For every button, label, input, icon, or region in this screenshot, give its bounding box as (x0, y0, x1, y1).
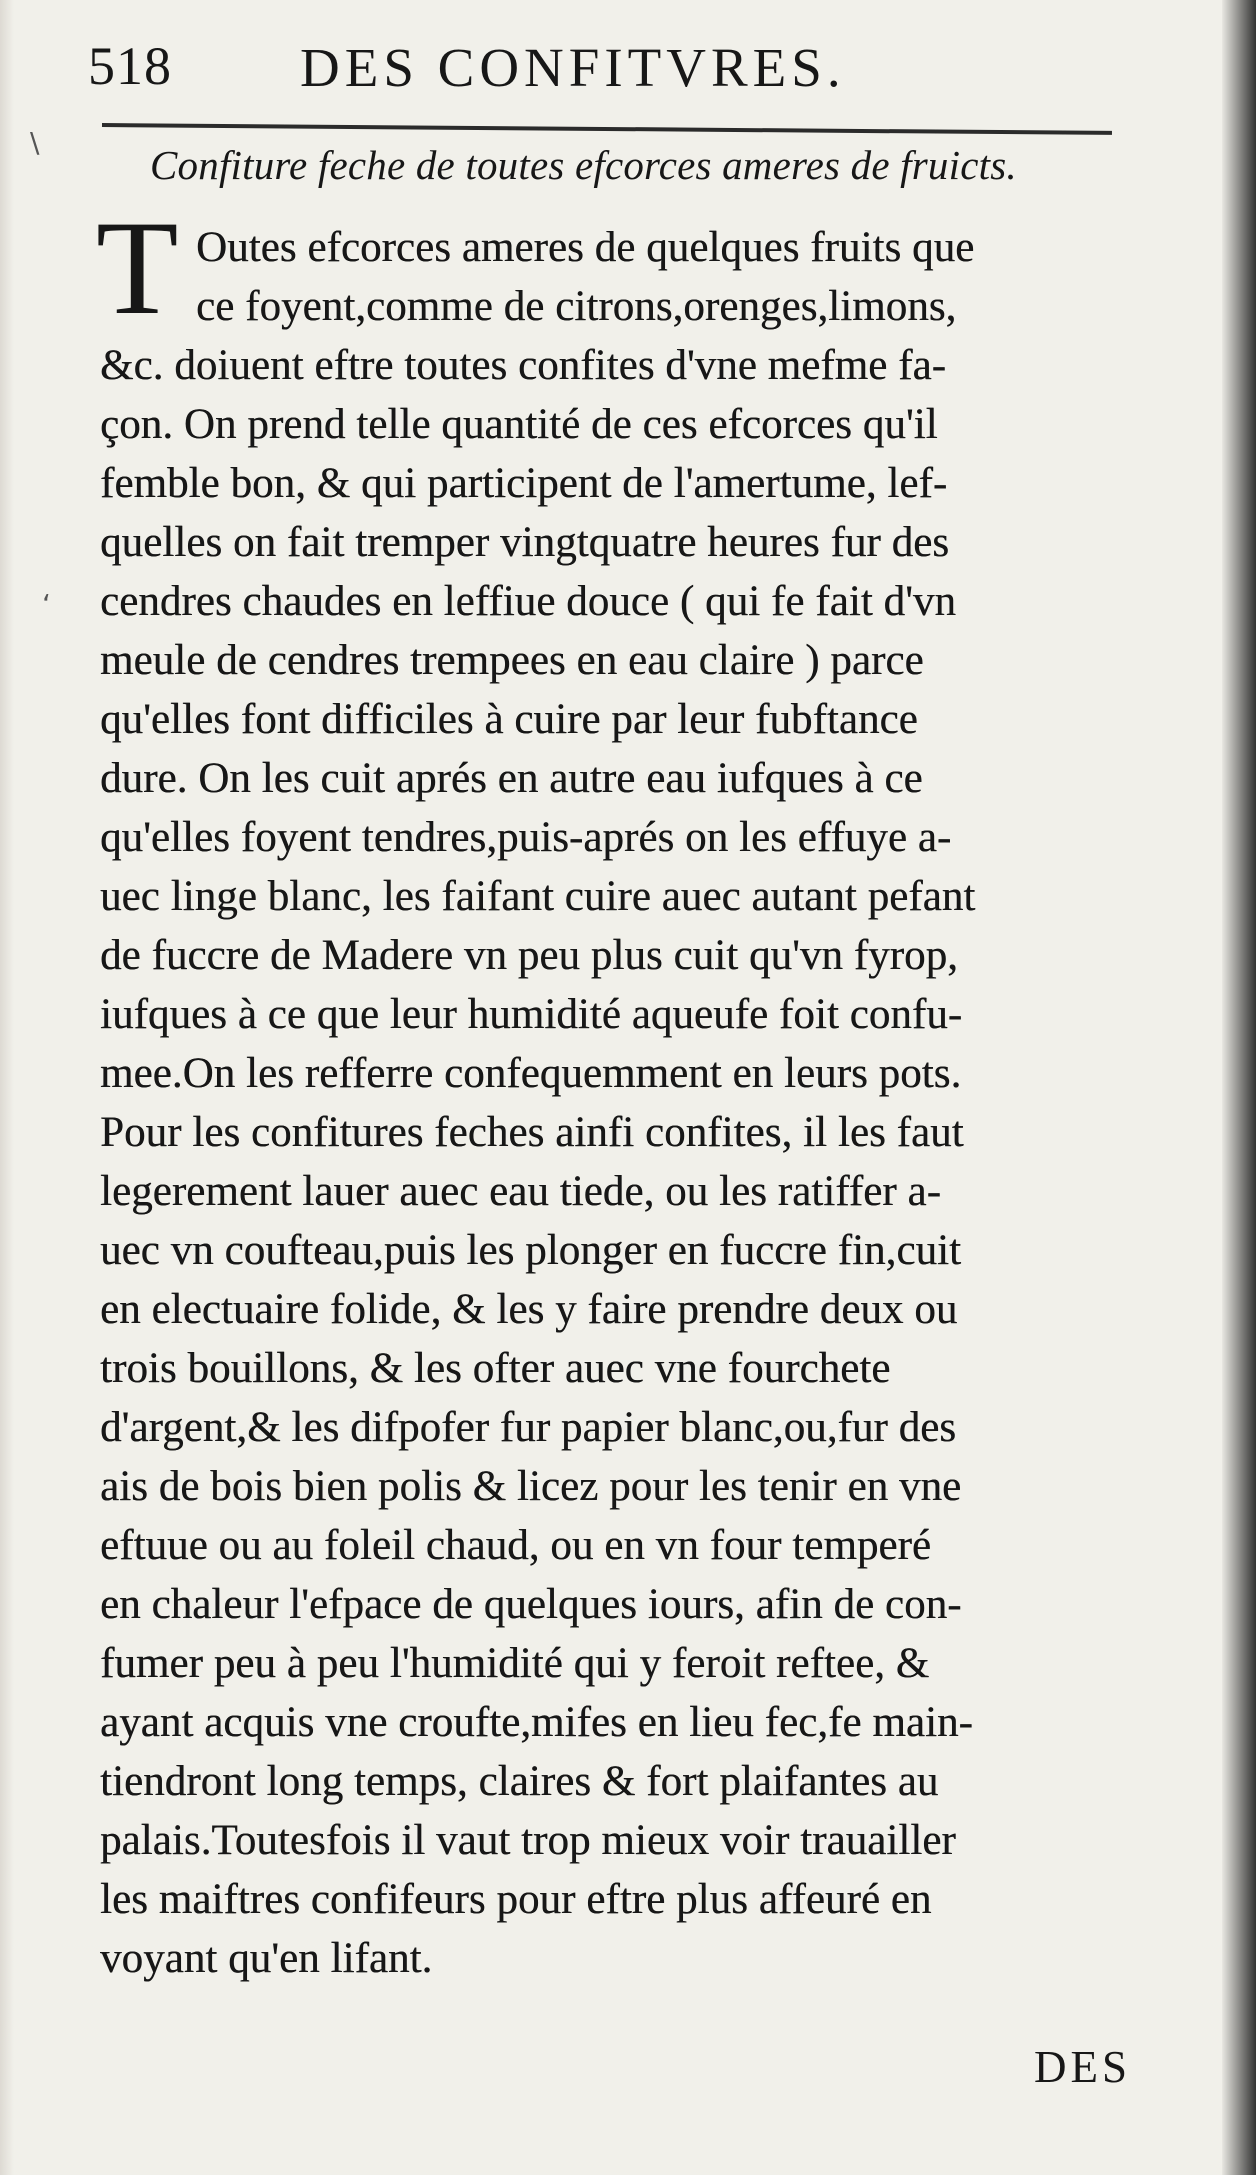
text-line: voyant qu'en lifant. (100, 1935, 433, 1982)
section-title: Confiture feche de toutes efcorces ameres de fruicts. (150, 142, 1017, 188)
text-line: tiendront long temps, claires & fort plaifantes au (100, 1758, 939, 1805)
running-title: DES CONFITVRES. (300, 37, 846, 98)
text-line: çon. On prend telle quantité de ces efcorces qu'il (100, 401, 938, 448)
text-line: trois bouillons, & les ofter auec vne fourchete (100, 1345, 891, 1392)
header-rule (102, 123, 1112, 135)
text-line: ce foyent,comme de citrons,orenges,limons, (196, 283, 957, 330)
text-line: fumer peu à peu l'humidité qui y feroit reftee, & (100, 1640, 930, 1687)
page-left-edge-shadow (0, 0, 14, 2175)
text-line: eftuue ou au foleil chaud, ou en vn four temperé (100, 1522, 932, 1569)
printing-mark: ‘ (42, 588, 51, 621)
text-line: femble bon, & qui participent de l'amertume, lef- (100, 460, 948, 507)
text-line: qu'elles font difficiles à cuire par leur fubftance (100, 696, 918, 743)
text-line: &c. doiuent eftre toutes confites d'vne mefme fa- (100, 342, 946, 389)
page-number: 518 (88, 36, 172, 96)
text-line: mee.On les refferre confequemment en leurs pots. (100, 1050, 962, 1097)
text-line: qu'elles foyent tendres,puis-aprés on les effuye a- (100, 814, 952, 861)
text-line: cendres chaudes en leffiue douce ( qui fe fait d'vn (100, 578, 956, 625)
catchword: DES (1034, 2042, 1132, 2092)
text-line: uec vn coufteau,puis les plonger en fuccre fin,cuit (100, 1227, 962, 1274)
text-line: ais de bois bien polis & licez pour les tenir en vne (100, 1463, 962, 1510)
text-line: palais.Toutesfois il vaut trop mieux voir trauailler (100, 1817, 956, 1864)
text-line: ayant acquis vne croufte,mifes en lieu fec,fe main- (100, 1699, 973, 1746)
text-line: dure. On les cuit aprés en autre eau iufques à ce (100, 755, 923, 802)
text-line: en chaleur l'efpace de quelques iours, afin de con- (100, 1581, 962, 1628)
text-line: Pour les confitures feches ainfi confites, il les faut (100, 1109, 964, 1156)
body-text (100, 220, 1155, 2070)
printing-mark: \ (30, 126, 40, 159)
page-binding-shadow (1222, 0, 1256, 2175)
text-line: iufques à ce que leur humidité aqueufe foit confu- (100, 991, 963, 1038)
text-line: de fuccre de Madere vn peu plus cuit qu'vn fyrop, (100, 932, 958, 979)
text-line: en electuaire folide, & les y faire prendre deux ou (100, 1286, 958, 1333)
text-line: legerement lauer auec eau tiede, ou les ratiffer a- (100, 1168, 941, 1215)
text-line: meule de cendres trempees en eau claire ) parce (100, 637, 924, 684)
text-line: Outes efcorces ameres de quelques fruits que (196, 224, 975, 271)
text-line: les maiftres confifeurs pour eftre plus affeuré en (100, 1876, 932, 1923)
text-line: uec linge blanc, les faifant cuire auec autant pefant (100, 873, 976, 920)
running-head (88, 20, 1123, 115)
drop-capital: T (96, 194, 179, 343)
text-line: d'argent,& les difpofer fur papier blanc,ou,fur des (100, 1404, 957, 1451)
text-line: quelles on fait tremper vingtquatre heures fur des (100, 519, 950, 566)
